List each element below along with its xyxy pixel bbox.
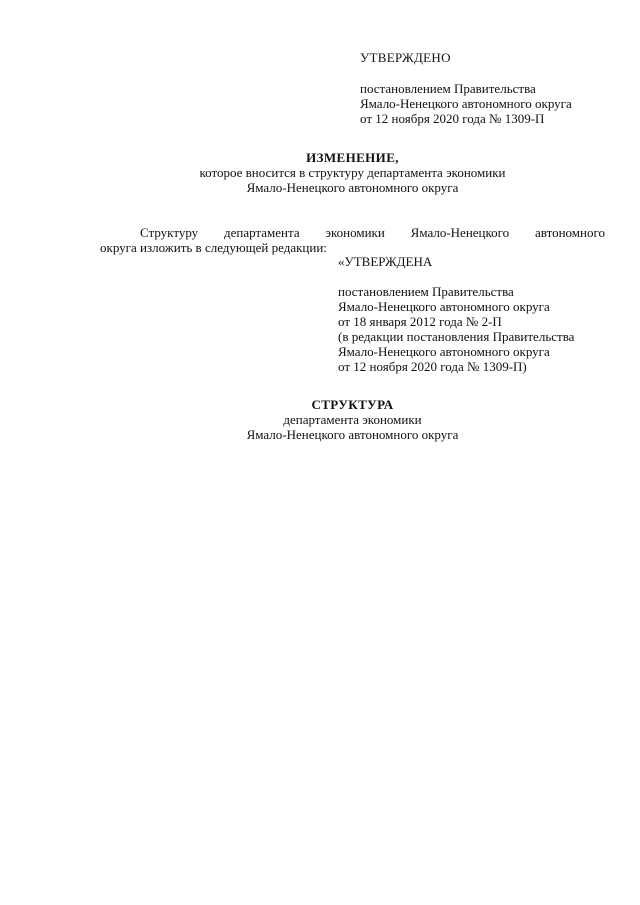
- structure-subtitle-line: Ямало-Ненецкого автономного округа: [246, 427, 459, 442]
- approval-inner-line: постановлением Правительства: [338, 284, 514, 299]
- structure-heading: [100, 397, 605, 442]
- paragraph-line: Структуру департамента экономики Ямало-Ненецкого автономного: [140, 225, 605, 240]
- approval-top-lines: [360, 81, 620, 126]
- approval-top-line: постановлением Правительства: [360, 81, 536, 96]
- paragraph-line: округа изложить в следующей редакции:: [100, 240, 327, 255]
- change-heading: [100, 150, 605, 195]
- change-subtitle-line: которое вносится в структуру департамента экономики: [199, 165, 506, 180]
- approval-inner-title: «УТВЕРЖДЕНА: [338, 254, 433, 269]
- approval-inner-line: (в редакции постановления Правительства: [338, 329, 575, 344]
- approval-top-line: Ямало-Ненецкого автономного округа: [360, 96, 572, 111]
- approval-inner-line: от 18 января 2012 года № 2-П: [338, 314, 502, 329]
- structure-subtitle-line: департамента экономики: [283, 412, 422, 427]
- approval-inner-line: от 12 ноября 2020 года № 1309-П): [338, 359, 527, 374]
- approval-stamp-top: [360, 50, 620, 126]
- approval-top-title: УТВЕРЖДЕНО: [360, 50, 451, 65]
- approval-stamp-inner: [338, 254, 608, 374]
- approval-top-line: от 12 ноября 2020 года № 1309-П: [360, 111, 545, 126]
- approval-inner-line: Ямало-Ненецкого автономного округа: [338, 299, 550, 314]
- approval-inner-lines: [338, 284, 608, 374]
- change-subtitle-line: Ямало-Ненецкого автономного округа: [246, 180, 459, 195]
- approval-inner-line: Ямало-Ненецкого автономного округа: [338, 344, 550, 359]
- change-title: ИЗМЕНЕНИЕ,: [306, 150, 399, 165]
- body-paragraph: [100, 225, 605, 255]
- structure-title: СТРУКТУРА: [311, 397, 394, 412]
